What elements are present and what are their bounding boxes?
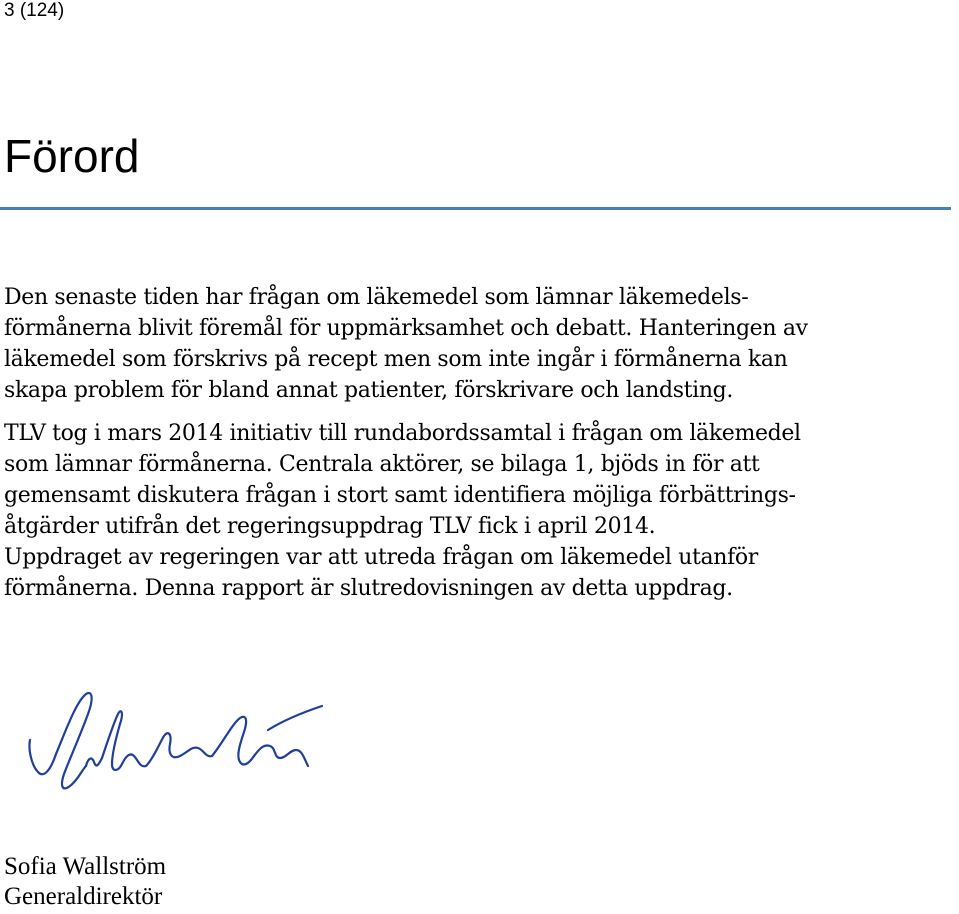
page-number: 3 (124) [4, 0, 65, 21]
text-line: åtgärder utifrån det regeringsuppdrag TLV fick i april 2014. [4, 514, 656, 539]
heading-rule [0, 207, 951, 210]
text-line: läkemedel som förskrivs på recept men som inte ingår i förmånerna kan [4, 347, 788, 372]
text-line: som lämnar förmånerna. Centrala aktörer, se bilaga 1, bjöds in för att [4, 452, 760, 477]
text-line: Den senaste tiden har frågan om läkemedel som lämnar läkemedels- [4, 285, 749, 310]
text-line: TLV tog i mars 2014 initiativ till rundabordssamtal i frågan om läkemedel [4, 421, 801, 446]
paragraph-2 [4, 418, 952, 604]
text-line: skapa problem för bland annat patienter, förskrivare och landsting. [4, 378, 734, 403]
paragraph-1 [4, 282, 952, 406]
text-line: Uppdraget av regeringen var att utreda frågan om läkemedel utanför [4, 545, 758, 570]
signature-drawing [22, 688, 332, 803]
page-title: Förord [4, 130, 140, 182]
signatory-title: Generaldirektör [4, 883, 163, 910]
signatory-name: Sofia Wallström [4, 853, 167, 880]
signatory-block [4, 852, 166, 912]
text-line: förmånerna. Denna rapport är slutredovisningen av detta uppdrag. [4, 576, 733, 601]
text-line: gemensamt diskutera frågan i stort samt identifiera möjliga förbättrings- [4, 483, 796, 508]
text-line: förmånerna blivit föremål för uppmärksamhet och debatt. Hanteringen av [4, 316, 808, 341]
body-text [4, 282, 952, 604]
handwritten-signature [22, 688, 332, 803]
